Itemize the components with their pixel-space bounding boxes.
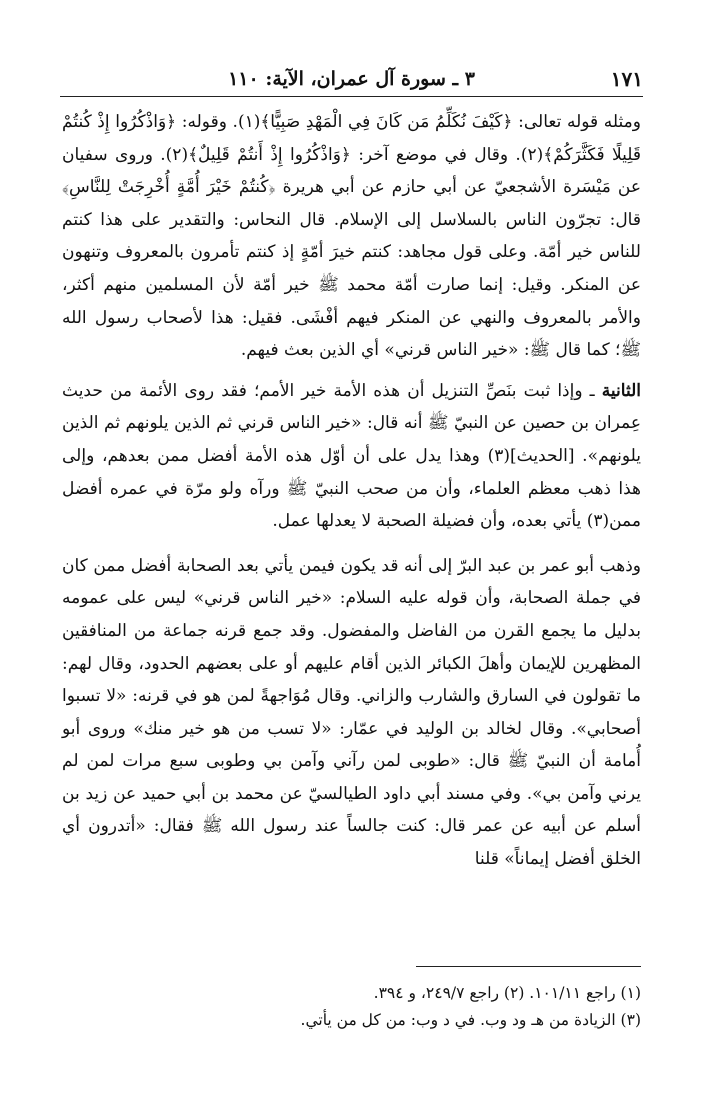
paragraph — [62, 550, 641, 876]
paragraph — [62, 106, 641, 367]
paragraph-text: ـ وإذا ثبت بنَصِّ التنزيل أن هذه الأمة خير الأمم؛ فقد روى الأئمة من حديث عِمران بن حصين عن النبيّ ﷺ أنه قال: «خير الناس قرني ثم الذين يلونهم ثم الذين يلونهم». [الحديث](٣) وهذا يدل على أن أوّل هذه الأمة أفضل ممن بعدهم، وإلى هذا ذهب معظم العلماء، وأن من صحب النبيّ ﷺ ورآه ولو مرّة في عمره أفضل ممن(٣) يأتي بعده، وأن فضيلة الصحبة لا يعدلها عمل. — [62, 380, 642, 532]
footnotes — [62, 980, 641, 1034]
paragraph-text: وذهب أبو عمر بن عبد البرّ إلى أنه قد يكون فيمن يأتي بعد الصحابة أفضل ممن كان في جملة الصحابة، وأن قوله عليه السلام: «خير الناس قرني» ليس على عمومه بدليل ما يجمع القرن من الفاضل والمفضول. وقد جمع قرنه جماعة من المنافقين المظهرين للإيمان وأهلَ الكبائر الذين أقام عليهم أو على بعضهم الحدود، وقال لهم: ما تقولون في السارق والشارب والزاني. وقال مُوَاجهةً لمن هو في قرنه: «لا تسبوا أصحابي». وقال لخالد بن الوليد في عمّار: «لا تسب من هو خير منك» وروى أبو أُمامة أن النبيّ ﷺ قال: «طوبى لمن رآني وآمن بي وطوبى سبع مرات لمن لم يرني وآمن بي». وفي مسند أبي داود الطيالسيّ عن محمد بن أبي حميد عن زيد بن أسلم عن أبيه عن عمر قال: كنت جالساً عند رسول الله ﷺ فقال: «أتدرون أي الخلق أفضل إيماناً» قلنا — [62, 555, 641, 870]
main-text — [62, 106, 641, 876]
paragraph-text: ومثله قوله تعالى: ﴿كَيْفَ نُكَلِّمُ مَن كَانَ فِي الْمَهْدِ صَبِيًّا﴾(١). وقوله: ﴿وَاذْكُرُوا إِذْ كُنتُمْ قَلِيلًا فَكَثَّرَكُمْ﴾(٢). وقال في موضع آخر: ﴿وَاذْكُرُوا إِذْ أَنتُمْ قَلِيلٌ﴾(٢). وروى سفيان عن مَيْسَرة الأشجعيّ عن أبي حازم عن أبي هريرة ﴿كُنتُمْ خَيْرَ أُمَّةٍ أُخْرِجَتْ لِلنَّاسِ﴾ قال: تجرّون الناس بالسلاسل إلى الإسلام. قال النحاس: والتقدير على هذا كنتم للناس خير أمّة. وعلى قول مجاهد: كنتم خيرَ أمّةٍ إذ كنتم تأمرون بالمعروف وتنهون عن المنكر. وقيل: إنما صارت أمّة محمد ﷺ خير أمّة لأن المسلمين منهم أكثر، والأمر بالمعروف والنهي عن المنكر فيهم أفْشَى. فقيل: هذا لأصحاب رسول الله ﷺ؛ كما قال ﷺ: «خير الناس قرني» أي الذين بعث فيهم. — [62, 112, 641, 361]
footnote: (٣) الزيادة من هـ ود وب. في د وب: من كل من يأتي. — [300, 1011, 641, 1029]
running-title: ٣ ـ سورة آل عمران، الآية: ١١٠ — [228, 68, 475, 90]
page-header — [60, 62, 643, 97]
footnote-divider — [416, 966, 641, 967]
section-label: الثانية — [601, 380, 641, 401]
page-number: ١٧١ — [610, 67, 643, 91]
paragraph — [62, 375, 641, 538]
footnote: (١) راجع ١٠١/١١. (٢) راجع ٢٤٩/٧، و ٣٩٤. — [373, 984, 641, 1002]
